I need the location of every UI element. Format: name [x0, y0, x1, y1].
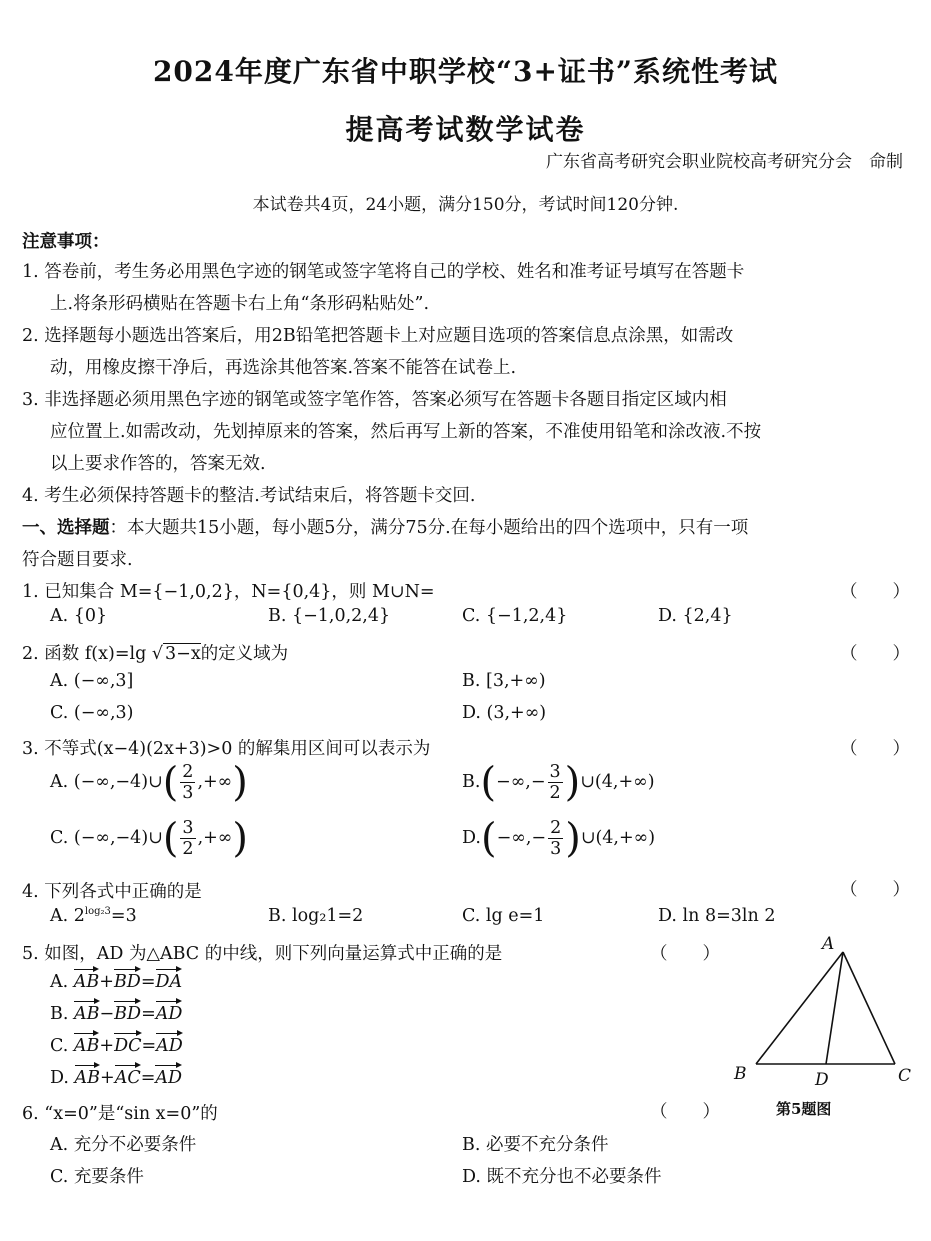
q5-b-eq: =	[141, 1004, 156, 1024]
section1-desc-line2: 符合题目要求.	[22, 550, 133, 570]
q3-c-prefix: C. (−∞,−4)∪	[50, 828, 163, 848]
q6-option-a: A. 充分不必要条件	[50, 1135, 197, 1155]
q3-a-den: 3	[182, 783, 194, 803]
q4-option-c: C. lg e=1	[462, 906, 545, 926]
q5-triangle-figure	[740, 940, 920, 1080]
q6-stem: 6. “x=0”是“sin x=0”的	[22, 1104, 218, 1124]
notice-line: 上.将条形码横贴在答题卡右上角“条形码粘贴处”.	[50, 294, 430, 314]
q1-stem: 1. 已知集合 M={−1,0,2}，N={0,4}，则 M∪N=	[22, 582, 435, 602]
q6-option-c: C. 充要条件	[50, 1167, 144, 1187]
q3-d-den: 3	[550, 839, 562, 859]
figure-caption: 第5题图	[776, 1100, 832, 1118]
q3-b-fraction	[548, 762, 563, 803]
q3-d-fraction	[548, 818, 563, 859]
exam-title-line1: 2024年度广东省中职学校“3+证书”系统性考试	[152, 55, 779, 88]
q3-c-fraction	[180, 818, 195, 859]
notice-line: 2. 选择题每小题选出答案后，用2B铅笔把答题卡上对应题目选项的答案信息点涂黑，如需改	[22, 326, 734, 346]
q4-a-rest: =3	[110, 906, 137, 926]
q5-c-eq: =	[141, 1036, 157, 1056]
q6-option-d: D. 既不充分也不必要条件	[462, 1167, 662, 1187]
q3-b-prefix: B.	[462, 772, 481, 792]
q5-b-vec1: AB	[74, 1004, 100, 1024]
q2-option-a: A. (−∞,3]	[50, 671, 134, 691]
q3-d-suffix: ∪(4,+∞)	[580, 828, 656, 848]
triangle-side-ac	[843, 952, 895, 1064]
q3-b-inner: −∞,−	[496, 772, 546, 792]
q1-answer-blank: （ ）	[840, 582, 910, 602]
q4-option-d: D. ln 8=3ln 2	[658, 906, 776, 926]
q5-b-letter: B.	[50, 1004, 74, 1024]
q5-d-vec3: AD	[155, 1068, 183, 1088]
q1-option-d: D. {2,4}	[658, 606, 733, 626]
notice-line: 应位置上.如需改动，先划掉原来的答案，然后再写上新的答案，不准使用铅笔和涂改液.不按	[50, 422, 762, 442]
q3-b-den: 2	[549, 783, 561, 803]
q5-a-eq: =	[140, 972, 156, 992]
q4-answer-blank: （ ）	[840, 880, 910, 900]
q3-answer-blank: （ ）	[840, 739, 910, 759]
notice-line: 动，用橡皮擦干净后，再选涂其他答案.答案不能答在试卷上.	[50, 358, 517, 378]
q3-d-inner: −∞,−	[496, 828, 547, 848]
notice-heading: 注意事项：	[22, 232, 110, 252]
q5-b-vec3: AD	[155, 1004, 183, 1024]
q5-c-op: +	[99, 1036, 115, 1056]
q5-c-vec1: AB	[73, 1036, 100, 1056]
q5-d-vec1: AB	[74, 1068, 101, 1088]
q5-option-a	[50, 972, 182, 992]
q2-stem-pre: 2. 函数 f(x)=lg	[22, 644, 147, 664]
section1-desc: ：本大题共15小题，每小题5分，满分75分.在每小题给出的四个选项中，只有一项	[109, 518, 749, 538]
section1-title: 一、选择题	[22, 518, 110, 538]
q3-b-suffix: ∪(4,+∞)	[580, 772, 655, 792]
q1-option-b: B. {−1,0,2,4}	[268, 606, 391, 626]
q3-option-b: B.(−∞,− $\frac{3}{2}$ )∪(4,+∞)	[462, 759, 655, 806]
q3-a-fraction	[180, 762, 195, 803]
q5-a-vec1: AB	[73, 972, 100, 992]
q2-option-d: D. (3,+∞)	[462, 703, 547, 723]
q5-d-vec2: AC	[114, 1068, 141, 1088]
q5-option-b	[50, 1004, 182, 1024]
q3-c-num: 3	[182, 818, 194, 838]
q4-stem: 4. 下列各式中正确的是	[22, 882, 202, 902]
notice-line: 以上要求作答的，答案无效.	[50, 454, 266, 474]
exam-title-line2: 提高考试数学试卷	[345, 113, 586, 146]
q5-c-vec2: DC	[114, 1036, 142, 1056]
q5-b-op: −	[99, 1004, 115, 1024]
q5-option-c	[50, 1036, 183, 1056]
figure-label-a: A	[822, 934, 835, 954]
q3-d-num: 2	[550, 818, 562, 838]
q3-option-a: A. (−∞,−4)∪( $\frac{2}{3}$ ,+∞)	[50, 759, 248, 806]
q2-stem: 2. 函数 f(x)=lg √ 3−x的定义域为	[22, 644, 289, 664]
q5-c-letter: C.	[50, 1036, 74, 1056]
q4-a-exponent: log₂3	[84, 906, 111, 918]
q5-answer-blank: （ ）	[650, 944, 720, 964]
q1-option-c: C. {−1,2,4}	[462, 606, 568, 626]
q2-answer-blank: （ ）	[840, 644, 910, 664]
q3-b-num: 3	[549, 762, 561, 782]
q6-option-b: B. 必要不充分条件	[462, 1135, 609, 1155]
q3-a-num: 2	[182, 762, 194, 782]
q5-d-eq: =	[140, 1068, 156, 1088]
figure-label-d: D	[815, 1070, 829, 1090]
q3-stem: 3. 不等式(x−4)(2x+3)>0 的解集用区间可以表示为	[22, 739, 431, 759]
q5-d-op: +	[100, 1068, 115, 1088]
notice-line: 1. 答卷前，考生务必用黑色字迹的钢笔或签字笔将自己的学校、姓名和准考证号填写在答题卡	[22, 262, 745, 282]
triangle-median-ad	[826, 952, 843, 1064]
q3-c-den: 2	[182, 839, 194, 859]
q4-a-base: A. 2	[50, 906, 85, 926]
section1-heading	[22, 514, 748, 539]
q5-b-vec2: BD	[114, 1004, 142, 1024]
notice-line: 3. 非选择题必须用黑色字迹的钢笔或签字笔作答，答案必须写在答题卡各题目指定区域内相	[22, 390, 727, 410]
q3-option-d: D.(−∞,− $\frac{2}{3}$ )∪(4,+∞)	[462, 815, 656, 862]
q3-a-prefix: A. (−∞,−4)∪	[50, 772, 163, 792]
q5-a-letter: A.	[50, 972, 74, 992]
exam-author: 广东省高考研究会职业院校高考研究分会 命制	[546, 152, 903, 172]
q1-option-a: A. {0}	[50, 606, 108, 626]
q3-a-suffix: ,+∞	[197, 772, 233, 792]
q3-option-c: C. (−∞,−4)∪( $\frac{3}{2}$ ,+∞)	[50, 815, 248, 862]
q5-a-vec3: DA	[155, 972, 183, 992]
q5-option-d	[50, 1068, 182, 1088]
q3-d-prefix: D.	[462, 828, 481, 848]
notice-line: 4. 考生必须保持答题卡的整洁.考试结束后，将答题卡交回.	[22, 486, 476, 506]
q2-option-b: B. [3,+∞)	[462, 671, 546, 691]
q5-a-vec2: BD	[113, 972, 141, 992]
q4-option-a	[50, 906, 137, 926]
q3-c-suffix: ,+∞	[197, 828, 233, 848]
q5-a-op: +	[99, 972, 114, 992]
q5-stem: 5. 如图，AD 为△ABC 的中线，则下列向量运算式中正确的是	[22, 944, 503, 964]
q2-radicand: 3−x	[165, 644, 201, 664]
triangle-side-ab	[756, 952, 843, 1064]
exam-info: 本试卷共4页，24小题，满分150分，考试时间120分钟.	[252, 195, 679, 215]
q4-option-b: B. log₂1=2	[268, 906, 364, 926]
q2-stem-post: 的定义域为	[200, 644, 289, 664]
q2-option-c: C. (−∞,3)	[50, 703, 134, 723]
q5-c-vec3: AD	[156, 1036, 183, 1056]
figure-label-b: B	[734, 1064, 747, 1084]
q6-answer-blank: （ ）	[650, 1102, 720, 1122]
figure-label-c: C	[898, 1066, 912, 1086]
q5-d-letter: D.	[50, 1068, 75, 1088]
